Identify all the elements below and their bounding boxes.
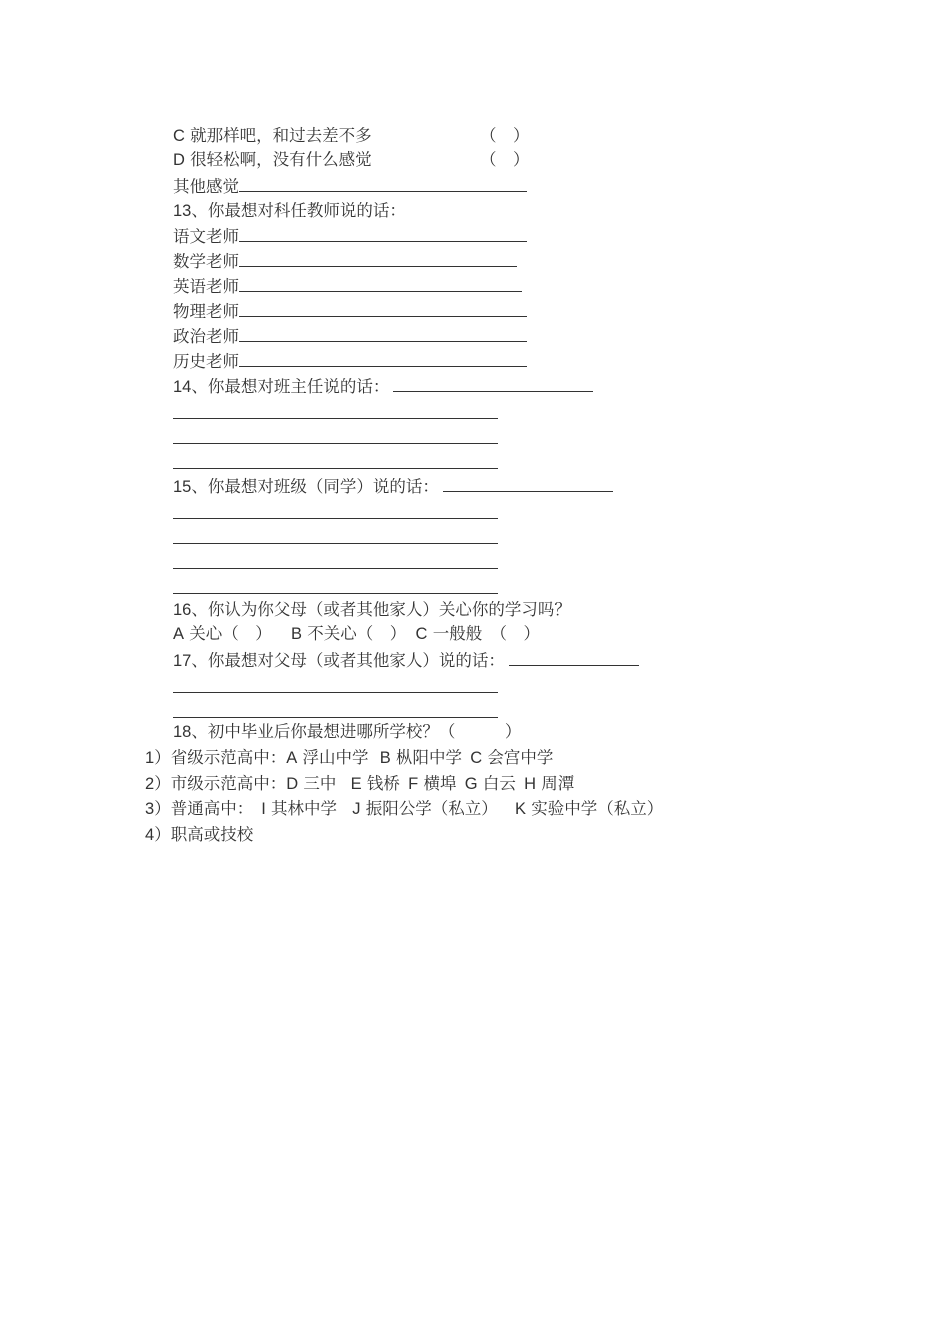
answer-line[interactable] [173, 593, 498, 594]
question-text: 、你最想对父母（或者其他家人）说的话： [191, 651, 505, 670]
fill-blank[interactable] [239, 224, 527, 242]
option-letter: D [173, 151, 185, 169]
fill-blank[interactable] [443, 474, 613, 492]
school-name: 枞阳中学 [395, 748, 462, 767]
school-letter: I [261, 800, 266, 818]
option-number: 3 [145, 800, 155, 818]
school-option-4 [145, 823, 253, 847]
school-option-1 [145, 746, 553, 770]
fill-blank[interactable] [239, 249, 517, 267]
fill-blank[interactable] [239, 174, 527, 192]
question-text: 、初中毕业后你最想进哪所学校？（ ） [191, 722, 522, 741]
teacher-label: 数学老师 [173, 252, 239, 271]
question-16-options [173, 622, 540, 646]
teacher-label: 历史老师 [173, 352, 239, 371]
question-15-title [173, 474, 613, 499]
school-letter: C [470, 749, 483, 767]
school-name: 钱桥 [366, 774, 400, 793]
teacher-line [173, 224, 527, 249]
question-16-title [173, 598, 571, 622]
question-number: 16 [173, 601, 192, 619]
other-feeling-label: 其他感觉 [173, 177, 239, 196]
school-name: 会宫中学 [487, 748, 554, 767]
school-name: 周潭 [541, 774, 575, 793]
question-13-title [173, 199, 406, 223]
option-category: ）职高或技校 [154, 825, 254, 844]
teacher-label: 政治老师 [173, 327, 239, 346]
answer-line[interactable] [173, 468, 498, 469]
question-text: 、你最想对科任教师说的话： [191, 201, 406, 220]
option-number: 2 [145, 775, 155, 793]
teacher-label: 英语老师 [173, 277, 239, 296]
question-14-title [173, 374, 593, 399]
school-name: 实验中学（私立） [531, 799, 664, 818]
option-text: 很轻松啊，没有什么感觉 [190, 150, 372, 169]
school-option-3 [145, 797, 663, 821]
school-letter: B [379, 749, 391, 767]
answer-line[interactable] [173, 543, 498, 544]
question-text: 、你最想对班级（同学）说的话： [191, 477, 439, 496]
answer-line[interactable] [173, 717, 498, 718]
option-category: ）市级示范高中： [154, 774, 287, 793]
school-option-2 [145, 772, 574, 796]
teacher-line [173, 349, 527, 374]
fill-blank[interactable] [393, 374, 593, 392]
teacher-label: 语文老师 [173, 227, 239, 246]
teacher-label: 物理老师 [173, 302, 239, 321]
option-number: 1 [145, 749, 155, 767]
school-name: 白云 [482, 774, 516, 793]
teacher-line [173, 274, 522, 299]
question-text: 、你认为你父母（或者其他家人）关心你的学习吗？ [191, 600, 571, 619]
question-number: 13 [173, 202, 192, 220]
answer-parens: （ ） [480, 150, 530, 169]
answer-line[interactable] [173, 568, 498, 569]
option-text: 关心（ ） [189, 624, 272, 643]
answer-line[interactable] [173, 518, 498, 519]
teacher-line [173, 249, 517, 274]
teacher-line [173, 299, 527, 324]
option-c-line [173, 124, 372, 148]
option-category: ）普通高中： [154, 799, 254, 818]
fill-blank[interactable] [509, 648, 639, 666]
school-letter: H [524, 775, 536, 793]
school-name: 横埠 [423, 774, 457, 793]
question-number: 17 [173, 652, 192, 670]
fill-blank[interactable] [239, 299, 527, 317]
question-number: 15 [173, 478, 192, 496]
school-letter: E [350, 775, 362, 793]
school-name: 振阳公学（私立） [365, 799, 498, 818]
question-text: 、你最想对班主任说的话： [191, 377, 390, 396]
answer-line[interactable] [173, 418, 498, 419]
option-text: 一般般 （ ） [432, 624, 540, 643]
option-letter: C [415, 625, 428, 643]
fill-blank[interactable] [239, 324, 527, 342]
option-letter: C [173, 127, 185, 145]
option-d-line [173, 148, 372, 172]
answer-line[interactable] [173, 443, 498, 444]
fill-blank[interactable] [239, 274, 522, 292]
school-letter: D [286, 775, 299, 793]
option-letter: B [291, 625, 303, 643]
school-letter: G [464, 775, 478, 793]
teacher-line [173, 324, 527, 349]
school-letter: K [515, 800, 527, 818]
option-text: 不关心（ ） [307, 624, 407, 643]
fill-blank[interactable] [239, 349, 527, 367]
question-17-title [173, 648, 639, 673]
school-letter: A [286, 749, 298, 767]
option-number: 4 [145, 826, 155, 844]
answer-line[interactable] [173, 692, 498, 693]
school-name: 浮山中学 [302, 748, 369, 767]
school-name: 其林中学 [271, 799, 338, 818]
question-number: 14 [173, 378, 192, 396]
school-letter: J [352, 800, 361, 818]
option-text: 就那样吧，和过去差不多 [190, 126, 372, 145]
question-18-title [173, 720, 521, 744]
school-letter: F [408, 775, 419, 793]
option-letter: A [173, 625, 185, 643]
option-category: ）省级示范高中： [154, 748, 287, 767]
other-feeling-line [173, 174, 527, 199]
question-number: 18 [173, 723, 192, 741]
school-name: 三中 [303, 774, 337, 793]
answer-parens: （ ） [480, 126, 530, 145]
